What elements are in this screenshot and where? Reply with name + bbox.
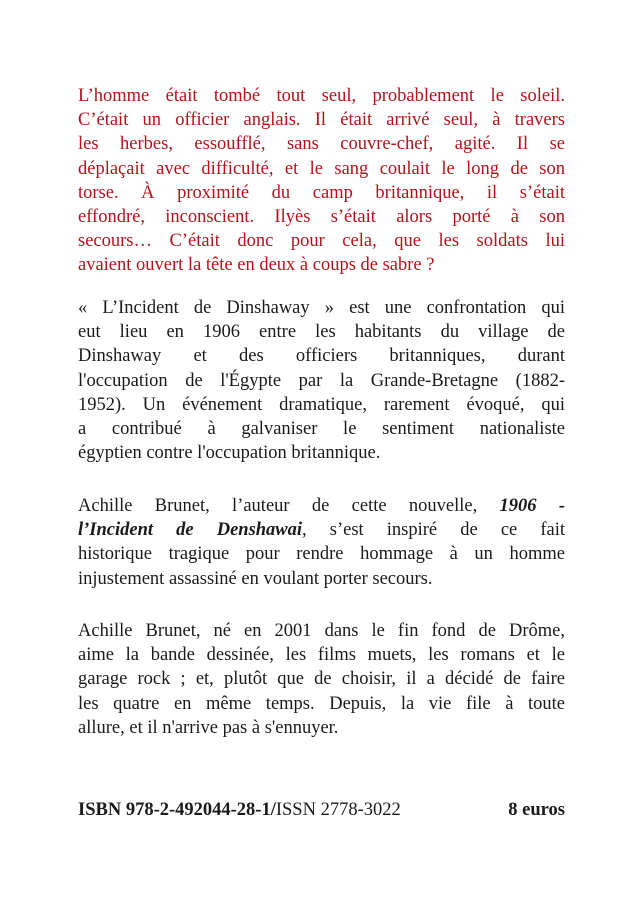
context-paragraph: [78, 296, 565, 465]
text-line: a contribué à galvaniser le sentiment nationaliste: [78, 419, 565, 440]
text: Achille Brunet, l’auteur de cette nouvelle,: [78, 496, 500, 516]
text-line: avaient ouvert la tête en deux à coups de sabre ?: [78, 255, 435, 276]
text-line: les herbes, essoufflé, sans couvre-chef, agité. Il se: [78, 134, 565, 155]
text-line: [78, 518, 565, 542]
text-line: secours… C’était donc pour cela, que les soldats lui: [78, 231, 565, 252]
text-line: C’était un officier anglais. Il était arrivé seul, à travers: [78, 110, 565, 131]
isbn: ISBN 978-2-492044-28-1/: [78, 800, 276, 820]
about-book-paragraph: [78, 494, 565, 591]
excerpt-paragraph: [78, 84, 565, 278]
text-line: garage rock ; et, plutôt que de choisir, il a décidé de faire: [78, 669, 565, 690]
text-line: torse. À proximité du camp britannique, il s’était: [78, 182, 565, 203]
isbn-issn: [78, 800, 401, 821]
book-title: l’Incident de Denshawai: [78, 520, 303, 541]
text-line: injustement assassiné en voulant porter secours.: [78, 568, 433, 589]
text-line: historique tragique pour rendre hommage à un homme: [78, 544, 565, 565]
text-line: [78, 494, 565, 518]
text-line: aime la bande dessinée, les films muets, les romans et le: [78, 645, 565, 666]
text-line: égyptien contre l'occupation britannique.: [78, 443, 381, 464]
text-line: déplaçait avec difficulté, et le sang coulait le long de son: [78, 158, 565, 179]
text-line: 1952). Un événement dramatique, rarement évoqué, qui: [78, 394, 565, 415]
author-bio-paragraph: [78, 619, 565, 740]
text: , s’est inspiré de ce fait: [302, 520, 566, 541]
footer: [78, 800, 565, 821]
text-line: effondré, inconscient. Ilyès s’était alors porté à son: [78, 207, 565, 228]
text-line: allure, et il n'arrive pas à s'ennuyer.: [78, 717, 339, 738]
book-title: 1906 -: [499, 496, 565, 516]
text-line: eut lieu en 1906 entre les habitants du village de: [78, 322, 565, 343]
issn: ISSN 2778-3022: [275, 800, 401, 820]
price: 8 euros: [508, 800, 565, 820]
text-line: Achille Brunet, né en 2001 dans le fin fond de Drôme,: [78, 621, 565, 641]
text-line: « L’Incident de Dinshaway » est une confrontation qui: [78, 298, 565, 318]
text-line: Dinshaway et des officiers britanniques, durant: [78, 346, 565, 367]
text-line: L’homme était tombé tout seul, probablement le soleil.: [78, 86, 565, 106]
text-line: l'occupation de l'Égypte par la Grande-Bretagne (1882-: [78, 370, 565, 391]
text-line: les quatre en même temps. Depuis, la vie file à toute: [78, 693, 565, 714]
